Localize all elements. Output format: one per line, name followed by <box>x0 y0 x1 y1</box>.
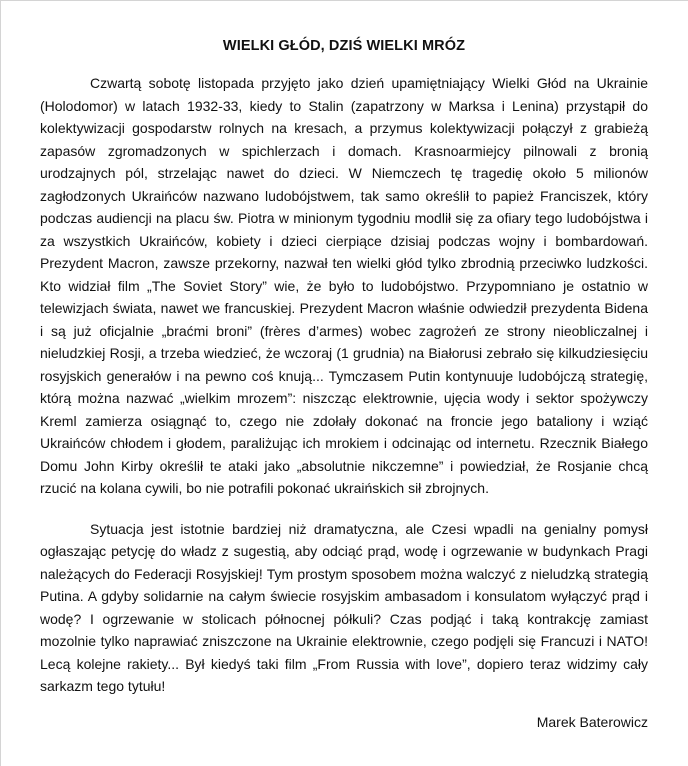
article-paragraph-2: Sytuacja jest istotnie bardziej niż dramatyczna, ale Czesi wpadli na genialny pomysł ogłaszając petycję do władz z sugestią, aby odciąć prąd, wodę i ogrzewanie w budynkach Pragi należących do Federacji Rosyjskiej! Tym prostym sposobem można walczyć z nieludzką strategią Putina. A gdyby solidarnie na całym świecie rosyjskim ambasadom i konsulatom wyłączyć prąd i wodę? I ogrzewanie w stolicach północnej półkuli? Czas podjąć i taką kontrakcję zamiast mozolnie tylko naprawiać zniszczone na Ukrainie elektrownie, czego podjęli się Francuzi i NATO! Lecą kolejne rakiety... Był kiedyś taki film „From Russia with love”, dopiero teraz widzimy cały sarkazm tego tytułu! <box>40 520 648 694</box>
article-paragraph-1: Czwartą sobotę listopada przyjęto jako dzień upamiętniający Wielki Głód na Ukrainie (Holodomor) w latach 1932-33, kiedy to Stalin (zapatrzony w Marksa i Lenina) przystąpił do kolektywizacji gospodarstw rolnych na kresach, a przymus kolektywizacji połączył z grabieżą zapasów zgromadzonych w spichlerzach i domach. Krasnoarmiejcy pilnowali z bronią urodzajnych pól, strzelając nawet do dzieci. W Niemczech tę tragedię około 5 milionów zagłodzonych Ukraińców nazwano ludobójstwem, tak samo określił to papież Franciszek, który podczas audiencji na placu św. Piotra w minionym tygodniu modlił się za ofiary tego ludobójstwa i za wszystkich Ukraińców, kobiety i dzieci cierpiące dzisiaj podczas wojny i bombardowań. Prezydent Macron, zawsze przekorny, nazwał ten wielki głód tylko zbrodnią przeciwko ludzkości. Kto widział film „The Soviet Story” wie, że było to ludobójstwo. Przypomniano je ostatnio w telewizjach świata, nawet we francuskiej. Prezydent Macron właśnie odwiedził prezydenta Bidena i są już oficjalnie „braćmi broni” (frères d’armes) wobec zagrożeń ze strony nieobliczalnej i nieludzkiej Rosji, a trzeba wiedzieć, że wczoraj (1 grudnia) na Białorusi zebrało się kilkudziesięciu rosyjskich generałów i na pewno coś knują... Tymczasem Putin kontynuuje ludobójczą strategię, którą można nazwać „wielkim mrozem”: niszcząc elektrownie, ujęcia wody i sektor spożywczy Kreml zamierza osiągnąć to, czego nie zdołały dokonać na froncie jego bataliony i wziąć Ukraińców chłodem i głodem, paraliżując ich mrokiem i odcinając od internetu. Rzecznik Białego Domu John Kirby określił te ataki jako „absolutnie nikczemne” i powiedział, że Rosjanie chcą rzucić na kolana cywili, bo nie potrafili pokonać ukraińskich sił zbrojnych. <box>40 75 648 496</box>
page-border-left <box>0 0 1 766</box>
article-title: WIELKI GŁÓD, DZIŚ WIELKI MRÓZ <box>222 38 466 54</box>
page-border-top <box>0 0 688 1</box>
document-page <box>40 36 648 733</box>
author-signature: Marek Baterowicz <box>536 713 648 730</box>
